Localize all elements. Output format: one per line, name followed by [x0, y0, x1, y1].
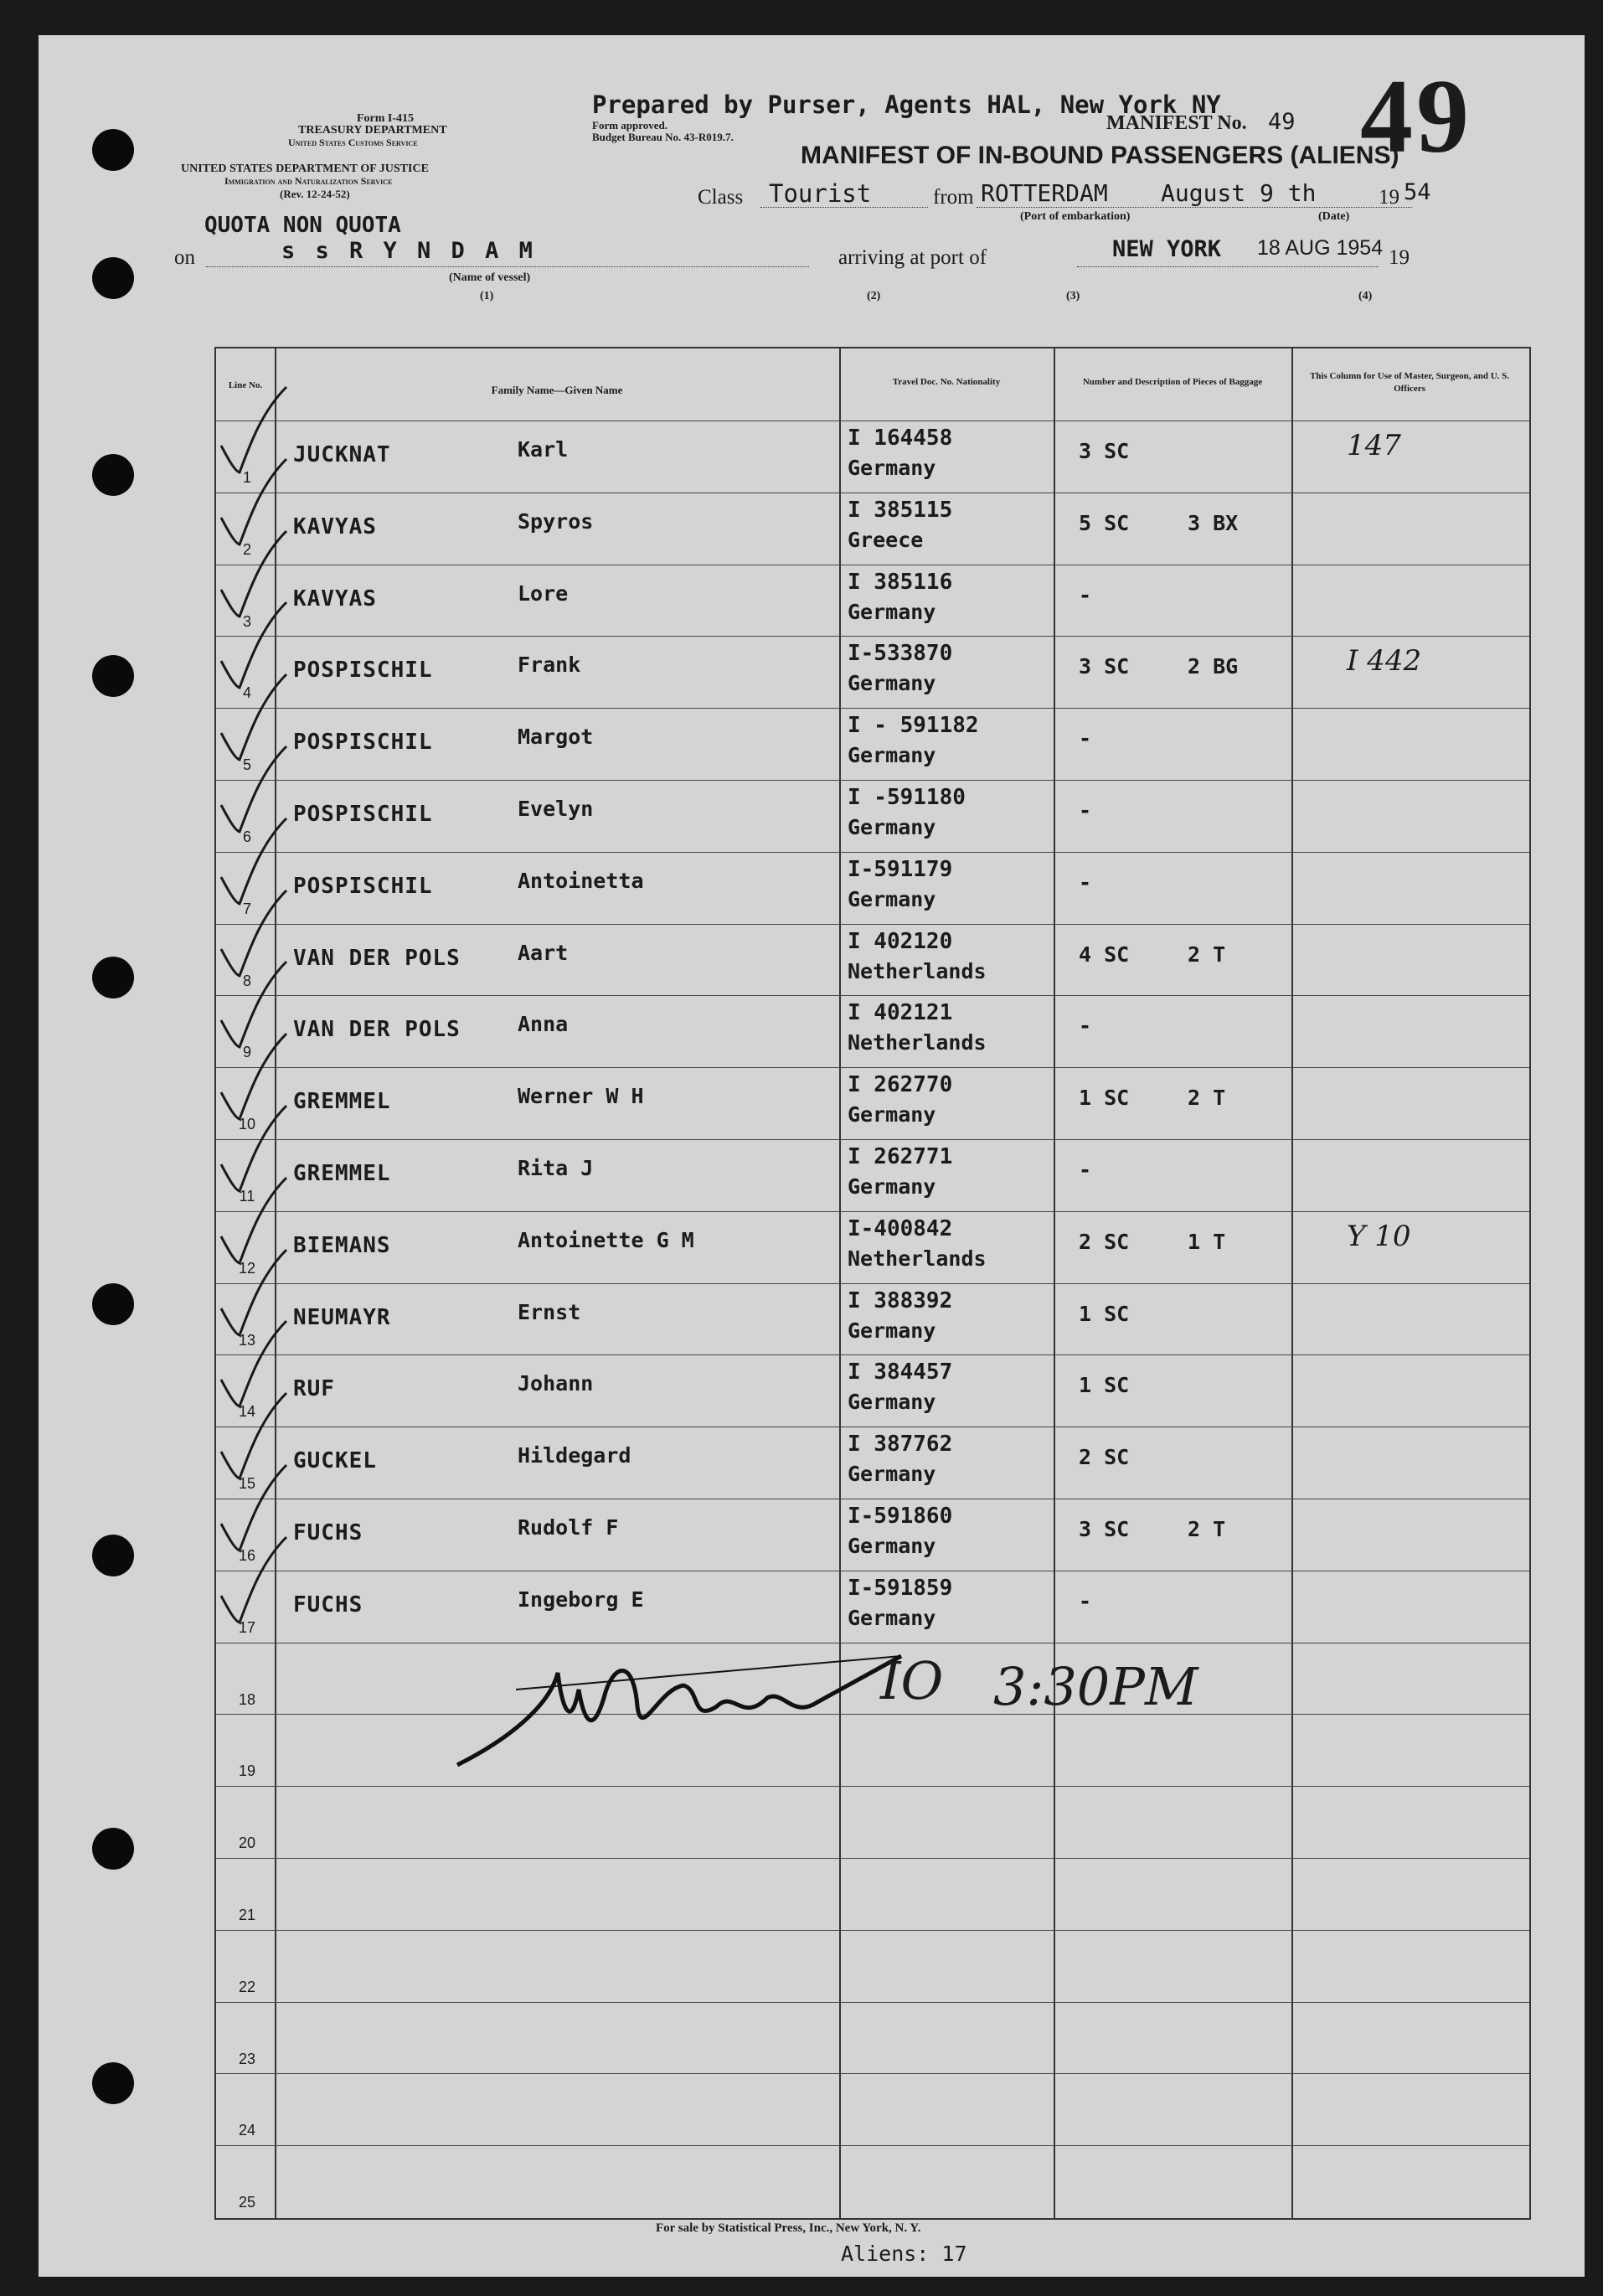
table-row: [216, 1930, 1529, 2002]
table-row: [216, 493, 1529, 565]
line-number: 6: [242, 828, 251, 845]
line-number: 10: [238, 1116, 256, 1133]
punch-hole: [92, 454, 134, 496]
line-number: 15: [238, 1475, 256, 1493]
officer-note: I 442: [1347, 644, 1422, 678]
baggage-primary: -: [1079, 726, 1092, 751]
quota-label: QUOTA NON QUOTA: [204, 213, 401, 238]
baggage-primary: 3 SC: [1079, 654, 1130, 679]
manifest-no-label: MANIFEST No.: [1106, 112, 1247, 134]
signature-time: 3:30PM: [993, 1656, 1198, 1717]
nationality: Germany: [848, 1605, 936, 1630]
justice-dept: UNITED STATES DEPARTMENT OF JUSTICE: [181, 163, 429, 175]
baggage-primary: 2 SC: [1079, 1229, 1130, 1254]
line-number: 9: [242, 1044, 251, 1061]
given-name: Ingeborg E: [518, 1587, 644, 1612]
baggage-primary: -: [1079, 582, 1092, 607]
table-row: [216, 1354, 1529, 1427]
baggage-secondary: 3 BX: [1188, 510, 1239, 535]
line-number: 22: [238, 1978, 256, 1995]
arrival-stamp: 18 AUG 1954: [1257, 236, 1384, 260]
given-name: Anna: [518, 1012, 569, 1037]
baggage-primary: 2 SC: [1079, 1445, 1130, 1470]
form-number: Form I-415: [357, 112, 415, 125]
table-row: [216, 780, 1529, 852]
given-name: Antoinette G M: [518, 1227, 694, 1252]
line-number: 5: [242, 756, 251, 774]
given-name: Johann: [518, 1371, 594, 1396]
given-name: Margot: [518, 725, 594, 750]
check-mark-icon: [211, 1529, 303, 1629]
given-name: Karl: [518, 437, 569, 462]
given-name: Werner W H: [518, 1084, 644, 1109]
family-name: KAVYAS: [293, 586, 377, 611]
travel-doc-number: I 385115: [848, 497, 953, 523]
family-name: GREMMEL: [293, 1161, 391, 1186]
nationality: Netherlands: [848, 1030, 987, 1055]
table-row: [216, 2145, 1529, 2217]
col-header-line-no: Line No.: [228, 380, 263, 390]
from-value: ROTTERDAM: [981, 179, 1108, 207]
line-number: 4: [242, 684, 251, 702]
given-name: Hildegard: [518, 1443, 631, 1468]
baggage-primary: 3 SC: [1079, 1517, 1130, 1541]
budget-bureau: Budget Bureau No. 43-R019.7.: [592, 131, 734, 143]
given-name: Evelyn: [518, 797, 594, 821]
on-label: on: [174, 246, 195, 269]
from-label: from: [933, 186, 974, 209]
family-name: VAN DER POLS: [293, 945, 461, 971]
col4-number: (4): [1358, 290, 1373, 302]
punch-hole: [92, 129, 134, 171]
line-number: 20: [238, 1834, 256, 1852]
year-prefix: 19: [1379, 186, 1399, 209]
customs-service: United States Customs Service: [288, 137, 418, 148]
given-name: Lore: [518, 580, 569, 606]
given-name: Spyros: [518, 508, 594, 534]
baggage-primary: -: [1079, 798, 1092, 823]
table-row: [216, 1283, 1529, 1355]
manifest-title: MANIFEST OF IN-BOUND PASSENGERS (ALIENS): [801, 142, 1399, 169]
family-name: POSPISCHIL: [293, 802, 433, 827]
arrival-date-value: August 9 th: [1161, 179, 1317, 207]
baggage-primary: 1 SC: [1079, 1086, 1130, 1111]
nationality: Germany: [848, 599, 936, 624]
family-name: GREMMEL: [293, 1089, 391, 1115]
treasury-dept: TREASURY DEPARTMENT: [298, 124, 447, 137]
table-row: [216, 1786, 1529, 1858]
line-number: 1: [242, 469, 251, 486]
given-name: Antoinetta: [518, 868, 644, 893]
baggage-primary: -: [1079, 869, 1092, 895]
table-row: [216, 1427, 1529, 1499]
travel-doc-number: I 164458: [848, 426, 953, 451]
family-name: RUF: [293, 1376, 335, 1402]
revision: (Rev. 12-24-52): [280, 188, 350, 200]
passenger-table: [214, 347, 1531, 2220]
given-name: Ernst: [518, 1299, 581, 1324]
travel-doc-number: I-400842: [848, 1215, 953, 1241]
family-name: POSPISCHIL: [293, 730, 433, 756]
punch-hole: [92, 1828, 134, 1870]
given-name: Frank: [518, 653, 581, 678]
printer-credit: For sale by Statistical Press, Inc., New York, N. Y.: [656, 2221, 921, 2235]
signature-io: IO: [880, 1650, 944, 1711]
travel-doc-number: I-533870: [848, 641, 953, 667]
travel-doc-number: I 402120: [848, 928, 953, 954]
given-name: Rita J: [518, 1156, 594, 1180]
baggage-primary: 3 SC: [1079, 439, 1130, 463]
line-number: 24: [238, 2122, 256, 2139]
travel-doc-number: I-591860: [848, 1504, 953, 1529]
family-name: FUCHS: [293, 1592, 363, 1618]
baggage-secondary: 1 T: [1188, 1229, 1226, 1254]
line-number: 2: [242, 540, 251, 558]
baggage-primary: -: [1079, 1014, 1092, 1039]
col-header-name: Family Name—Given Name: [491, 384, 623, 396]
travel-doc-number: I 402121: [848, 1000, 953, 1026]
nationality: Germany: [848, 1534, 936, 1558]
family-name: POSPISCHIL: [293, 658, 433, 684]
baggage-secondary: 2 BG: [1188, 654, 1239, 679]
travel-doc-number: I 262771: [848, 1144, 953, 1169]
date-caption: (Date): [1318, 210, 1350, 223]
nationality: Germany: [848, 743, 936, 768]
table-row: [216, 1571, 1529, 1643]
family-name: KAVYAS: [293, 513, 377, 539]
baggage-primary: 4 SC: [1079, 942, 1130, 967]
punch-hole: [92, 957, 134, 998]
vessel-name: s s R Y N D A M: [281, 238, 536, 264]
nationality: Germany: [848, 1318, 936, 1343]
col3-number: (3): [1066, 290, 1080, 302]
line-number: 19: [238, 1762, 256, 1780]
given-name: Rudolf F: [518, 1515, 619, 1540]
class-value: Tourist: [769, 179, 872, 208]
manifest-no: 49: [1268, 109, 1296, 135]
nationality: Germany: [848, 1174, 936, 1199]
line-number: 21: [238, 1906, 256, 1923]
col-header-baggage: Number and Description of Pieces of Baggage: [1082, 377, 1263, 387]
table-row: [216, 1499, 1529, 1571]
line-number: 17: [238, 1618, 256, 1636]
arriving-label: arriving at port of: [838, 246, 987, 269]
line-number: 18: [238, 1690, 256, 1708]
line-number: 11: [239, 1188, 255, 1205]
family-name: NEUMAYR: [293, 1304, 391, 1330]
table-row: [216, 852, 1529, 924]
col1-number: (1): [480, 290, 494, 302]
aliens-count: Aliens: 17: [841, 2242, 967, 2266]
port-embarkation-caption: (Port of embarkation): [1020, 210, 1131, 223]
line-number: 23: [238, 2050, 256, 2067]
nationality: Germany: [848, 671, 936, 696]
officer-note: 147: [1347, 429, 1401, 462]
table-row: [216, 2073, 1529, 2145]
table-row: [216, 1067, 1529, 1139]
family-name: BIEMANS: [293, 1232, 391, 1258]
arrival-year: 19: [1389, 246, 1410, 269]
prepared-by: Prepared by Purser, Agents HAL, New York NY: [592, 90, 1221, 119]
travel-doc-number: I 262770: [848, 1072, 953, 1098]
family-name: VAN DER POLS: [293, 1017, 461, 1043]
year-value: 54: [1404, 179, 1431, 205]
page-number: 49: [1360, 59, 1472, 175]
table-row: [216, 1858, 1529, 1930]
baggage-secondary: 2 T: [1188, 1086, 1226, 1111]
table-row: [216, 2002, 1529, 2074]
nationality: Netherlands: [848, 958, 987, 983]
baggage-primary: 5 SC: [1079, 510, 1130, 535]
baggage-primary: -: [1079, 1588, 1092, 1613]
baggage-secondary: 2 T: [1188, 1517, 1226, 1541]
line-number: 25: [238, 2194, 256, 2211]
baggage-primary: 1 SC: [1079, 1373, 1130, 1398]
col-header-travel-doc: Travel Doc. No. Nationality: [892, 377, 1001, 387]
travel-doc-number: I 385116: [848, 569, 953, 595]
baggage-secondary: 2 T: [1188, 942, 1226, 967]
class-label: Class: [698, 186, 744, 209]
travel-doc-number: I-591859: [848, 1575, 953, 1601]
nationality: Greece: [848, 527, 924, 552]
table-row: [216, 924, 1529, 996]
nationality: Germany: [848, 1390, 936, 1415]
travel-doc-number: I -591180: [848, 785, 966, 810]
travel-doc-number: I 388392: [848, 1287, 953, 1313]
nationality: Germany: [848, 1462, 936, 1487]
family-name: JUCKNAT: [293, 442, 391, 467]
line-number: 14: [238, 1403, 256, 1421]
arrival-port: NEW YORK: [1112, 236, 1222, 262]
table-row: [216, 708, 1529, 780]
travel-doc-number: I - 591182: [848, 713, 979, 739]
nationality: Germany: [848, 1102, 936, 1127]
family-name: GUCKEL: [293, 1448, 377, 1474]
table-row: [216, 636, 1529, 708]
nationality: Germany: [848, 815, 936, 839]
line-number: 12: [238, 1259, 256, 1277]
punch-hole: [92, 1535, 134, 1576]
travel-doc-number: I 387762: [848, 1432, 953, 1458]
line-number: 16: [238, 1547, 256, 1564]
table-row: [216, 995, 1529, 1067]
nationality: Germany: [848, 886, 936, 911]
given-name: Aart: [518, 940, 569, 965]
nationality: Germany: [848, 456, 936, 480]
manifest-page: [39, 35, 1585, 2277]
officer-note: Y 10: [1347, 1219, 1411, 1253]
line-number: 7: [242, 900, 251, 917]
table-row: [216, 1211, 1529, 1283]
nationality: Netherlands: [848, 1246, 987, 1271]
ins-service: Immigration and Naturalization Service: [224, 175, 393, 187]
baggage-primary: -: [1079, 1158, 1092, 1182]
col-header-officers: This Column for Use of Master, Surgeon, and U. S. Officers: [1309, 371, 1510, 394]
punch-hole: [92, 257, 134, 299]
family-name: FUCHS: [293, 1520, 363, 1545]
baggage-primary: 1 SC: [1079, 1301, 1130, 1326]
travel-doc-number: I-591179: [848, 856, 953, 882]
line-number: 8: [242, 972, 251, 989]
family-name: POSPISCHIL: [293, 873, 433, 899]
punch-hole: [92, 1283, 134, 1325]
punch-hole: [92, 2062, 134, 2104]
vessel-caption: (Name of vessel): [449, 271, 531, 284]
form-approved: Form approved.: [592, 119, 668, 132]
col2-number: (2): [867, 290, 881, 302]
line-number: 3: [242, 612, 251, 630]
table-row: [216, 565, 1529, 637]
travel-doc-number: I 384457: [848, 1360, 953, 1385]
line-number: 13: [238, 1331, 256, 1349]
table-row: [216, 1139, 1529, 1211]
punch-hole: [92, 655, 134, 697]
table-row: [216, 421, 1529, 493]
